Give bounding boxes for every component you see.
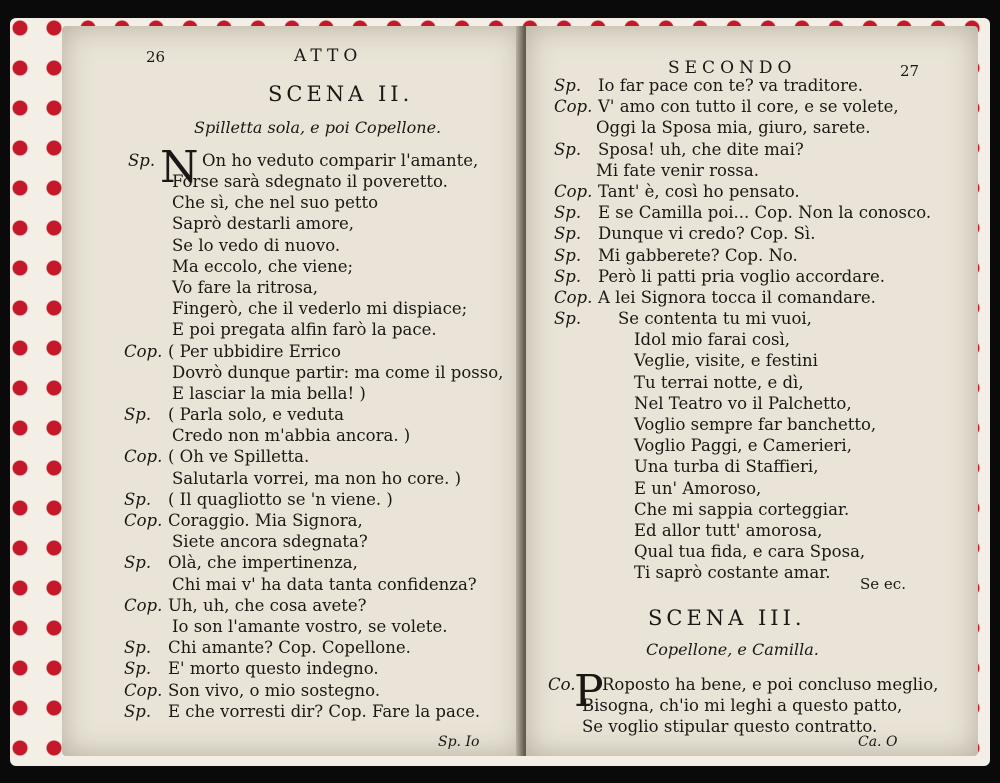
catchword-right: Ca. O [858, 734, 898, 750]
speaker-label: Sp. [554, 224, 582, 244]
verse-text: Olà, che impertinenza, [168, 553, 358, 573]
verse-line [124, 277, 522, 298]
verse-text: Una turba di Staffieri, [634, 457, 819, 477]
verse-text: Io far pace con te? va traditore. [598, 76, 864, 95]
verse-text: ( Parla solo, e veduta [168, 405, 344, 425]
verse-line [124, 383, 522, 404]
verse-text: Credo non m'abbia ancora. ) [172, 426, 411, 446]
verse-line [554, 562, 974, 583]
verse-text: Chi mai v' ha data tanta confidenza? [172, 574, 477, 594]
verse-line [548, 695, 968, 716]
scene-three-verse [548, 695, 968, 737]
verse-line [124, 319, 522, 340]
verse-text: ( Per ubbidire Errico [168, 341, 341, 361]
verse-text: Che mi sappia corteggiar. [634, 499, 850, 519]
verse-text: Se contenta tu mi vuoi, [618, 309, 812, 328]
verse-line [554, 308, 974, 329]
verse-text: Oggi la Sposa mia, giuro, sarete. [596, 118, 871, 138]
verse-line [554, 435, 974, 456]
verse-line [124, 468, 522, 489]
verse-line [124, 531, 522, 552]
speaker-label: Cop. [554, 97, 593, 117]
verse-text: Chi amante? Cop. Copellone. [168, 638, 411, 658]
speaker-label: Co. [548, 675, 576, 694]
verse-line [124, 298, 522, 319]
verse-text: Salutarla vorrei, ma non ho core. ) [172, 468, 462, 488]
aria-block [554, 308, 974, 583]
verse-text: ( Oh ve Spilletta. [168, 447, 310, 467]
verse-line [554, 393, 974, 414]
verse-line [554, 329, 974, 350]
speaker-label: Cop. [124, 511, 163, 530]
verse-line [554, 245, 974, 266]
speaker-label: Cop. [124, 680, 163, 700]
running-head-right: SECONDO [668, 58, 797, 78]
verse-text: V' amo con tutto il core, e se volete, [598, 97, 899, 117]
speaker-label: Sp. [128, 151, 156, 170]
speaker-label: Cop. [554, 287, 593, 307]
verse-line [554, 541, 974, 562]
speaker-label: Sp. [554, 245, 582, 265]
verse-text: Uh, uh, che cosa avete? [168, 595, 367, 615]
verse-line [124, 489, 522, 510]
page-number-right: 27 [900, 62, 920, 80]
verse-text: Se voglio stipular questo contratto. [582, 717, 878, 737]
verse-line [554, 499, 974, 520]
verse-line [124, 404, 522, 425]
speaker-label: Cop. [124, 341, 163, 361]
verse-line [124, 446, 522, 467]
verse-line [554, 181, 974, 202]
verse-line [554, 75, 974, 96]
verse-text: Forse sarà sdegnato il poveretto. [172, 172, 448, 191]
verse-text: Dovrò dunque partir: ma come il posso, [172, 362, 504, 382]
verse-line [124, 213, 522, 234]
verse-text: Dunque vi credo? Cop. Sì. [598, 224, 816, 244]
verse-text: E lasciar la mia bella! ) [172, 383, 366, 403]
verse-line [124, 256, 522, 277]
verse-text: Mi gabberete? Cop. No. [598, 245, 798, 265]
speaker-label: Sp. [124, 553, 152, 573]
verse-text: Ma eccolo, che viene; [172, 256, 354, 276]
speaker-label: Sp. [124, 701, 152, 721]
verse-line [124, 171, 522, 192]
verse-text: Veglie, visite, e festini [634, 351, 818, 371]
speaker-label: Sp. [124, 405, 152, 425]
verse-text: Voglio sempre far banchetto, [634, 414, 877, 434]
aria-cue: Se ec. [860, 575, 906, 593]
verse-text: ( Il quagliotto se 'n viene. ) [168, 489, 393, 509]
speaker-label: Sp. [554, 139, 582, 159]
verse-line [554, 202, 974, 223]
left-verse-block [124, 171, 522, 722]
left-page [62, 26, 524, 756]
verse-text: Voglio Paggi, e Camerieri, [634, 436, 852, 456]
cast-list-right: Copellone, e Camilla. [646, 640, 819, 659]
speaker-label: Cop. [554, 181, 593, 201]
page-number-left: 26 [146, 48, 166, 66]
verse-line [554, 160, 974, 181]
verse-text: Coraggio. Mia Signora, [168, 511, 363, 530]
verse-line [554, 266, 974, 287]
verse-text: Fingerò, che il vederlo mi dispiace; [172, 299, 468, 319]
verse-line [124, 574, 522, 595]
verse-text: Siete ancora sdegnata? [172, 532, 368, 552]
verse-line [124, 616, 522, 637]
verse-text: Idol mio farai così, [634, 330, 790, 350]
verse-text: E che vorresti dir? Cop. Fare la pace. [168, 701, 481, 721]
verse-line [554, 372, 974, 393]
verse-line [554, 223, 974, 244]
drop-cap: N [160, 142, 199, 193]
running-head-left: ATTO [294, 46, 363, 66]
verse-text: Roposto ha bene, e poi concluso meglio, [602, 675, 939, 694]
verse-text: E' morto questo indegno. [168, 659, 379, 679]
verse-text: Mi fate venir rossa. [596, 160, 759, 180]
speaker-label: Sp. [554, 266, 582, 286]
speaker-label: Sp. [124, 659, 152, 679]
verse-text: Nel Teatro vo il Palchetto, [634, 393, 852, 413]
verse-line [554, 139, 974, 160]
verse-text: Ti saprò costante amar. [634, 563, 831, 583]
verse-text: A lei Signora tocca il comandare. [598, 287, 876, 307]
verse-text: Però li patti pria voglio accordare. [598, 266, 885, 286]
verse-text: Se lo vedo di nuovo. [172, 235, 341, 255]
verse-line [124, 192, 522, 213]
verse-line [554, 350, 974, 371]
speaker-label: Sp. [124, 489, 152, 509]
verse-text: Io son l'amante vostro, se volete. [172, 616, 448, 636]
verse-line [548, 716, 968, 737]
verse-line [554, 520, 974, 541]
verse-text: Vo fare la ritrosa, [172, 277, 318, 297]
verse-line [554, 117, 974, 138]
verse-text: E se Camilla poi... Cop. Non la conosco. [598, 203, 932, 223]
verse-text: Ed allor tutt' amorosa, [634, 520, 823, 540]
speaker-label: Sp. [554, 203, 582, 223]
scene-title-left: SCENA II. [268, 82, 414, 106]
verse-text: Sposa! uh, che dite mai? [598, 139, 804, 159]
verse-line [554, 414, 974, 435]
speaker-label: Sp. [554, 309, 582, 328]
verse-line [124, 425, 522, 446]
verse-line [124, 701, 522, 722]
speaker-label: Cop. [124, 595, 163, 615]
verse-text: E un' Amoroso, [634, 478, 762, 498]
right-dialogue-block [554, 75, 974, 308]
verse-text: Bisogna, ch'io mi leghi a questo patto, [582, 696, 903, 715]
verse-line [554, 478, 974, 499]
verse-line [124, 235, 522, 256]
verse-line [554, 287, 974, 308]
scene-title-right: SCENA III. [648, 606, 806, 630]
verse-text: On ho veduto comparir l'amante, [202, 151, 479, 170]
verse-text: Tu terrai notte, e dì, [634, 372, 804, 392]
verse-line [124, 680, 522, 701]
verse-line [124, 510, 522, 531]
verse-text: Saprò destarli amore, [172, 214, 355, 234]
verse-line [124, 552, 522, 573]
verse-line [124, 637, 522, 658]
drop-cap: P [574, 666, 604, 717]
verse-line [124, 341, 522, 362]
verse-text: Son vivo, o mio sostegno. [168, 680, 381, 700]
verse-line [124, 658, 522, 679]
verse-text: E poi pregata alfin farò la pace. [172, 320, 437, 340]
verse-text: Tant' è, così ho pensato. [598, 181, 800, 201]
verse-line [124, 362, 522, 383]
cast-list-left: Spilletta sola, e poi Copellone. [194, 118, 442, 137]
catchword-left: Sp. Io [438, 734, 480, 750]
speaker-label: Sp. [124, 638, 152, 658]
verse-text: Qual tua fida, e cara Sposa, [634, 542, 866, 562]
verse-line [554, 456, 974, 477]
verse-line [124, 595, 522, 616]
verse-line [554, 96, 974, 117]
right-page [526, 26, 978, 756]
speaker-label: Sp. [554, 76, 582, 95]
speaker-label: Cop. [124, 447, 163, 467]
verse-text: Che sì, che nel suo petto [172, 193, 379, 213]
